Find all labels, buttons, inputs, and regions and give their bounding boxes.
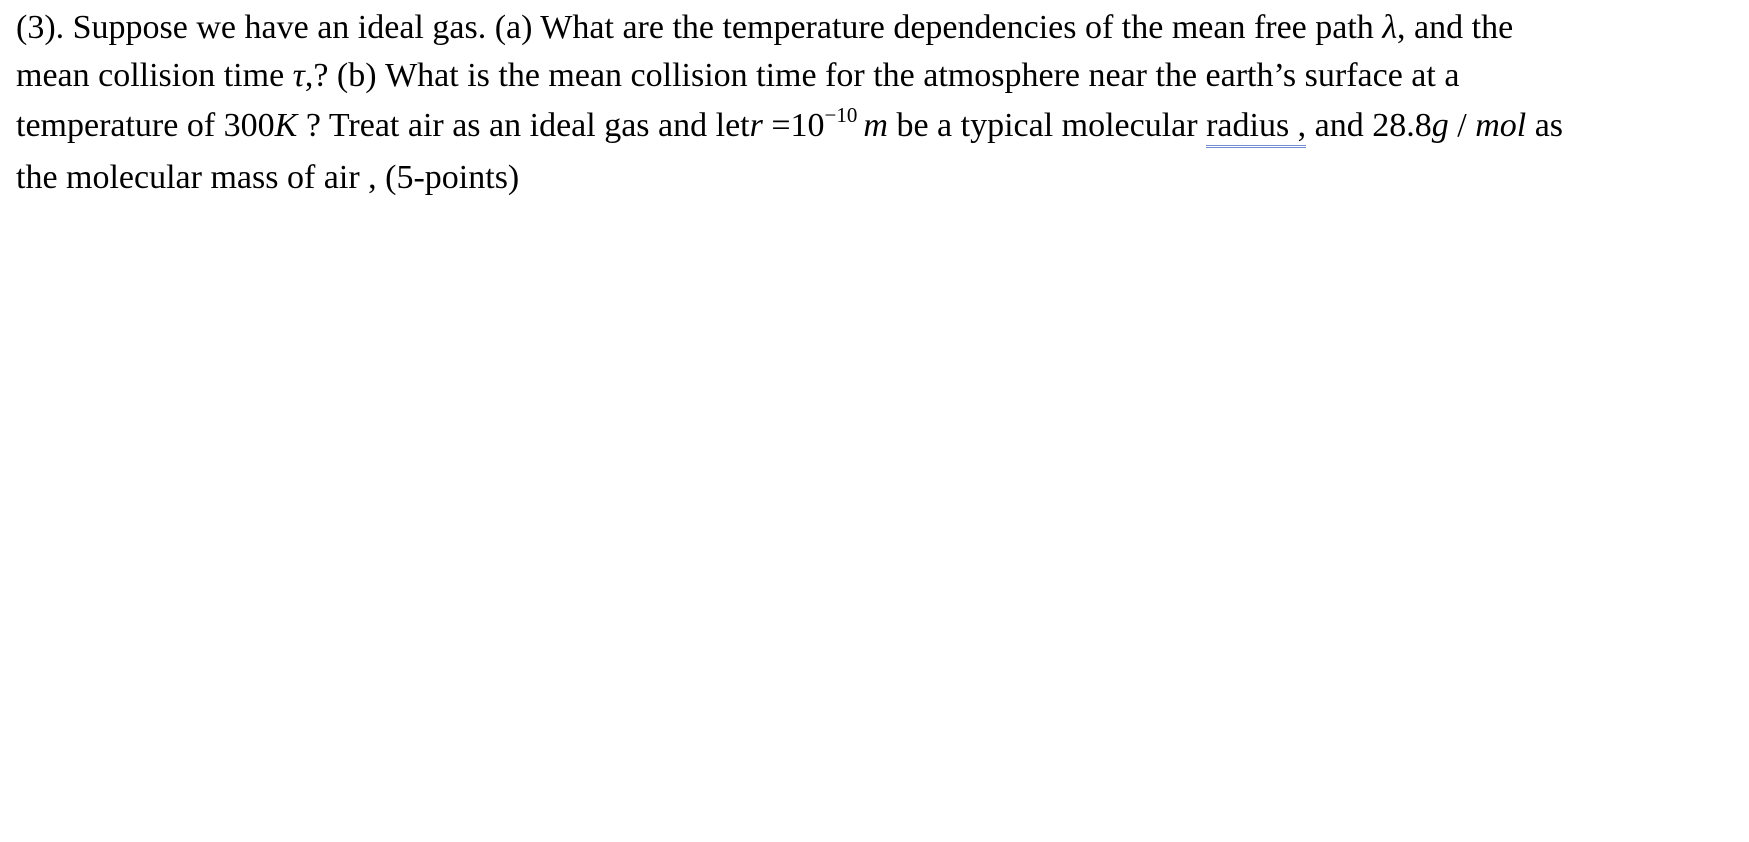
line3-text-before-temp: temperature of <box>16 107 224 144</box>
mol-unit: mol <box>1475 107 1527 144</box>
molar-mass-value: 28.8 <box>1372 107 1432 144</box>
problem-3-text <box>16 4 1736 204</box>
line3-text-and: and <box>1306 107 1373 144</box>
line1-text: (3). Suppose we have an ideal gas. (a) What are the temperature dependencies of the mean free path <box>16 9 1383 46</box>
kelvin-unit: K <box>274 107 298 144</box>
gram-unit: g <box>1431 107 1449 144</box>
line3-text-be-typical: be a typical molecular <box>887 107 1207 144</box>
radius-symbol: r <box>749 107 763 144</box>
line1-tail: , and the <box>1397 9 1514 46</box>
lambda-symbol: λ <box>1382 9 1398 46</box>
line2-tail: ,? (b) What is the mean collision time for the atmosphere near the earth’s surface at a <box>304 57 1460 94</box>
line3-text-as: as <box>1526 107 1564 144</box>
line4-text: the molecular mass of air , (5-points) <box>16 159 520 196</box>
meter-unit: m <box>863 107 888 144</box>
question-line-2 <box>16 51 1736 100</box>
slash: / <box>1448 107 1476 144</box>
exponent: −10 <box>824 103 858 127</box>
line2-text: mean collision time <box>16 57 293 94</box>
question-line-3 <box>16 100 1736 152</box>
equals-ten: =10 <box>762 107 825 144</box>
line3-text-after-temp: ? Treat air as an ideal gas and let <box>297 107 750 144</box>
question-line-4 <box>16 152 1736 204</box>
spellcheck-underlined-word: radius , <box>1206 107 1306 148</box>
temperature-value: 300 <box>223 107 275 144</box>
tau-symbol: τ <box>292 57 305 94</box>
question-line-1 <box>16 4 1736 51</box>
